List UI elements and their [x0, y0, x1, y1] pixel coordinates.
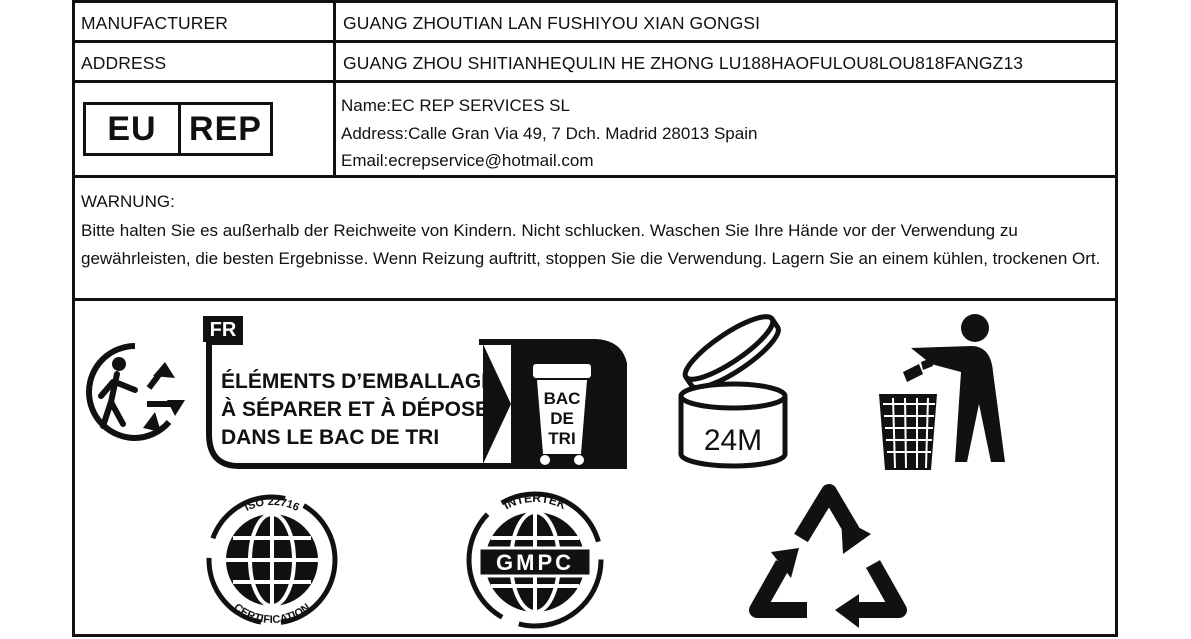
- gmpc-icon: [461, 486, 609, 632]
- info-tri-line-2: À SÉPARER ET À DÉPOSER: [221, 398, 505, 421]
- address-value: GUANG ZHOU SHITIANHEQULIN HE ZHONG LU188HAOFULOU8LOU818FANGZ13: [343, 53, 1024, 73]
- triman-icon: [83, 340, 187, 444]
- iso-certification-icon: [203, 488, 341, 632]
- divider: [75, 175, 1115, 178]
- eu-rep-logo: [83, 102, 273, 156]
- warning-text: Bitte halten Sie es außerhalb der Reichweite von Kindern. Nicht schlucken. Waschen Sie Ihre Hände vor der Verwendung zu gewährleisten, die besten Ergebnisse. Wenn Reizung auftritt, stoppen Sie die Verwendung. Lagern Sie an einem kühlen, trockenen Ort.: [81, 220, 1101, 268]
- divider: [75, 0, 1115, 3]
- gmpc-center-text: GMPC: [496, 550, 574, 575]
- globe-icon: [226, 514, 318, 606]
- iso-top-text: ISO 22716: [242, 495, 302, 514]
- eu-rep-details: [341, 92, 757, 175]
- info-tri-line-3: DANS LE BAC DE TRI: [221, 426, 440, 449]
- warning-title: WARNUNG:: [81, 192, 175, 211]
- manufacturer-value: GUANG ZHOUTIAN LAN FUSHIYOU XIAN GONGSI: [343, 13, 761, 33]
- recycle-icon: [743, 478, 915, 634]
- eu-rep-address: Address:Calle Gran Via 49, 7 Dch. Madrid 28013 Spain: [341, 123, 758, 143]
- eu-rep-logo-rep: REP: [189, 109, 262, 148]
- info-tri-line-1: ÉLÉMENTS D’EMBALLAGE: [221, 370, 496, 393]
- column-divider: [333, 0, 336, 177]
- eu-rep-email: Email:ecrepservice@hotmail.com: [341, 151, 594, 170]
- tidy-man-icon: [875, 312, 1015, 472]
- bin-line-1: BAC: [543, 389, 581, 408]
- bin-line-3: TRI: [548, 429, 576, 448]
- open-jar-icon: [675, 310, 795, 476]
- manufacturer-label: MANUFACTURER: [81, 13, 229, 33]
- divider: [75, 40, 1115, 43]
- iso-bottom-text: CERTIFICATION: [231, 601, 313, 627]
- divider: [75, 298, 1115, 301]
- bin-line-2: DE: [550, 409, 574, 428]
- product-label-sheet: [72, 0, 1118, 637]
- eu-rep-logo-eu: EU: [86, 105, 181, 153]
- address-label: ADDRESS: [81, 53, 167, 73]
- eu-rep-name: Name:EC REP SERVICES SL: [341, 96, 570, 115]
- pao-label: 24M: [703, 424, 763, 457]
- fr-tag: FR: [209, 319, 237, 341]
- info-tri-banner: [199, 314, 627, 474]
- divider: [75, 80, 1115, 83]
- warning-section: [81, 188, 1111, 274]
- gmpc-top-text: INTERTEK: [501, 490, 569, 513]
